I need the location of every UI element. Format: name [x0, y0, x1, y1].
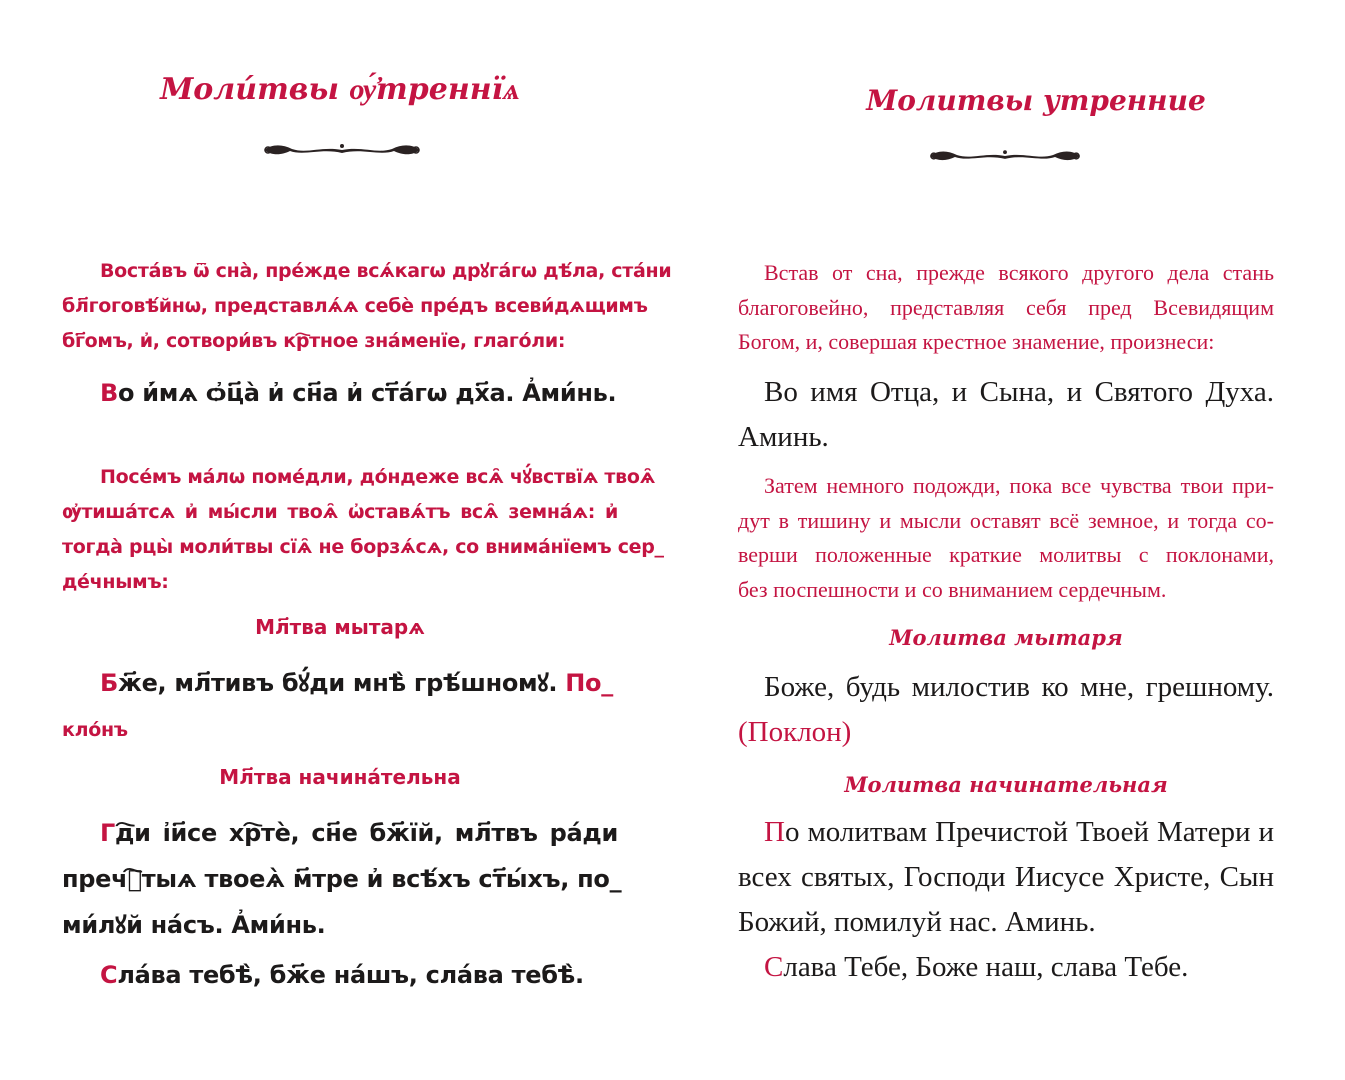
trinity-prayer — [62, 370, 618, 416]
page-title: Молитвы утренние — [866, 84, 1206, 117]
rubric-text: По_ — [565, 669, 613, 697]
glory-prayer — [62, 952, 618, 998]
text-line — [738, 810, 1274, 855]
publican-rubric: кло́нъ — [62, 719, 128, 741]
text-line: Воста́въ ѿ сна̀, пре́жде всѧ́кагѡ дрꙋга́гѡ дѣ́ла, ста́ни — [100, 260, 672, 282]
red-initial: В — [100, 379, 118, 407]
intro-rubric — [62, 254, 672, 359]
opening-heading: Молитва начинательная — [844, 772, 1168, 797]
red-initial: Г — [100, 819, 115, 847]
red-initial: С — [764, 951, 784, 983]
text-line: Боже, будь милостив ко мне, грешному. — [764, 671, 1274, 703]
rubric-text: (Поклон) — [738, 716, 852, 748]
opening-prayer — [738, 810, 1274, 945]
text-line: бг҃омъ, и҆, сотвори́въ кр҇тное зна́менїе, глаго́ли: — [62, 330, 566, 352]
instruction-rubric — [62, 460, 664, 600]
prayer-text: о и҆́мѧ ѻ҆ц҃а̀ и҆ сн҃а и҆ ст҃а́гѡ дх҃а. А҆ми́нь. — [118, 379, 617, 407]
ornament-divider-icon — [262, 142, 422, 158]
text-line: Затем немного подожди, пока все чувства твои при- — [764, 473, 1274, 498]
text-line: благоговейно, представляя себя пред Всевидящим — [738, 294, 1274, 320]
instruction-rubric — [738, 469, 1274, 607]
red-initial: С — [100, 961, 118, 989]
glory-prayer — [738, 945, 1274, 990]
slavonic-page — [62, 0, 672, 1080]
text-line: Аминь. — [738, 421, 829, 453]
publican-prayer — [738, 665, 1274, 755]
text-line: пречⷭ҇тыѧ твоеѧ̀ м҃тре и҆ всѣ́хъ ст҃ы́хъ, по_ — [62, 865, 622, 893]
text-line: верши положенные краткие молитвы с поклонами, — [738, 542, 1274, 567]
text-line: Встав от сна, прежде всякого другого дела стань — [764, 260, 1274, 285]
text-line: Посе́мъ ма́лѡ поме́дли, до́ндеже всѧ̑ чꙋ́вствїѧ твоѧ̑ — [100, 466, 656, 488]
opening-prayer — [62, 810, 622, 948]
red-initial: П — [764, 816, 785, 848]
text-line: Во имя Отца, и Сына, и Святого Духа. — [764, 376, 1274, 408]
text-line: бл҃гоговѣ́йнѡ, представлѧ́ѧ себѐ пре́дъ всеви́дѧщимъ — [62, 295, 648, 317]
text-line: всех святых, Господи Иисусе Христе, Сын — [738, 861, 1274, 893]
page-title: Моли́твы ѹ҆́треннїѧ — [160, 72, 520, 107]
prayer-text: ж҃е, мл҃тивъ бꙋ́ди мнѣ̀ грѣ́шномꙋ. — [118, 669, 558, 697]
text-span: о молитвам Пречистой Твоей Матери и — [784, 816, 1274, 848]
ornament-divider-icon — [928, 148, 1082, 164]
text-line: ѹ҆тиша́тсѧ и҆ мы́сли твоѧ̑ ѡ҆ставѧ́тъ всѧ̑ земна́ѧ: и҆ — [62, 501, 618, 523]
intro-rubric — [738, 256, 1274, 360]
russian-page — [738, 0, 1274, 1080]
red-initial: Б — [100, 669, 118, 697]
text-line: дут в тишину и мысли оставят всё земное, и тогда со- — [738, 507, 1274, 533]
publican-prayer — [62, 660, 618, 706]
prayer-text: лава Тебе, Боже наш, слава Тебе. — [783, 951, 1189, 983]
text-line — [62, 810, 618, 856]
publican-heading: Мл҃тва мытарѧ — [255, 615, 425, 639]
prayer-text: ла́ва тебѣ̀, бж҃е на́шъ, сла́ва тебѣ̀. — [117, 961, 584, 989]
text-line: Богом, и, совершая крестное знамение, произнеси: — [738, 329, 1215, 354]
text-line: без поспешности и со вниманием сердечным. — [738, 576, 1167, 602]
text-line: де́чнымъ: — [62, 571, 169, 593]
text-line: Божий, помилуй нас. Аминь. — [738, 906, 1096, 938]
trinity-prayer — [738, 370, 1274, 460]
publican-heading: Молитва мытаря — [889, 625, 1123, 650]
opening-heading: Мл҃тва начина́тельна — [219, 765, 461, 789]
text-line: тогда̀ рцы̀ моли́твы сїѧ̑ не борзѧ́сѧ, со внима́нїемъ сер_ — [62, 536, 664, 558]
text-line: ми́лꙋй на́съ. А҆ми́нь. — [62, 911, 326, 939]
text-span: д҇и і҆и҃се хр҇тѐ, сн҃е бж҃їй, мл҃твъ ра́ди — [115, 819, 618, 847]
